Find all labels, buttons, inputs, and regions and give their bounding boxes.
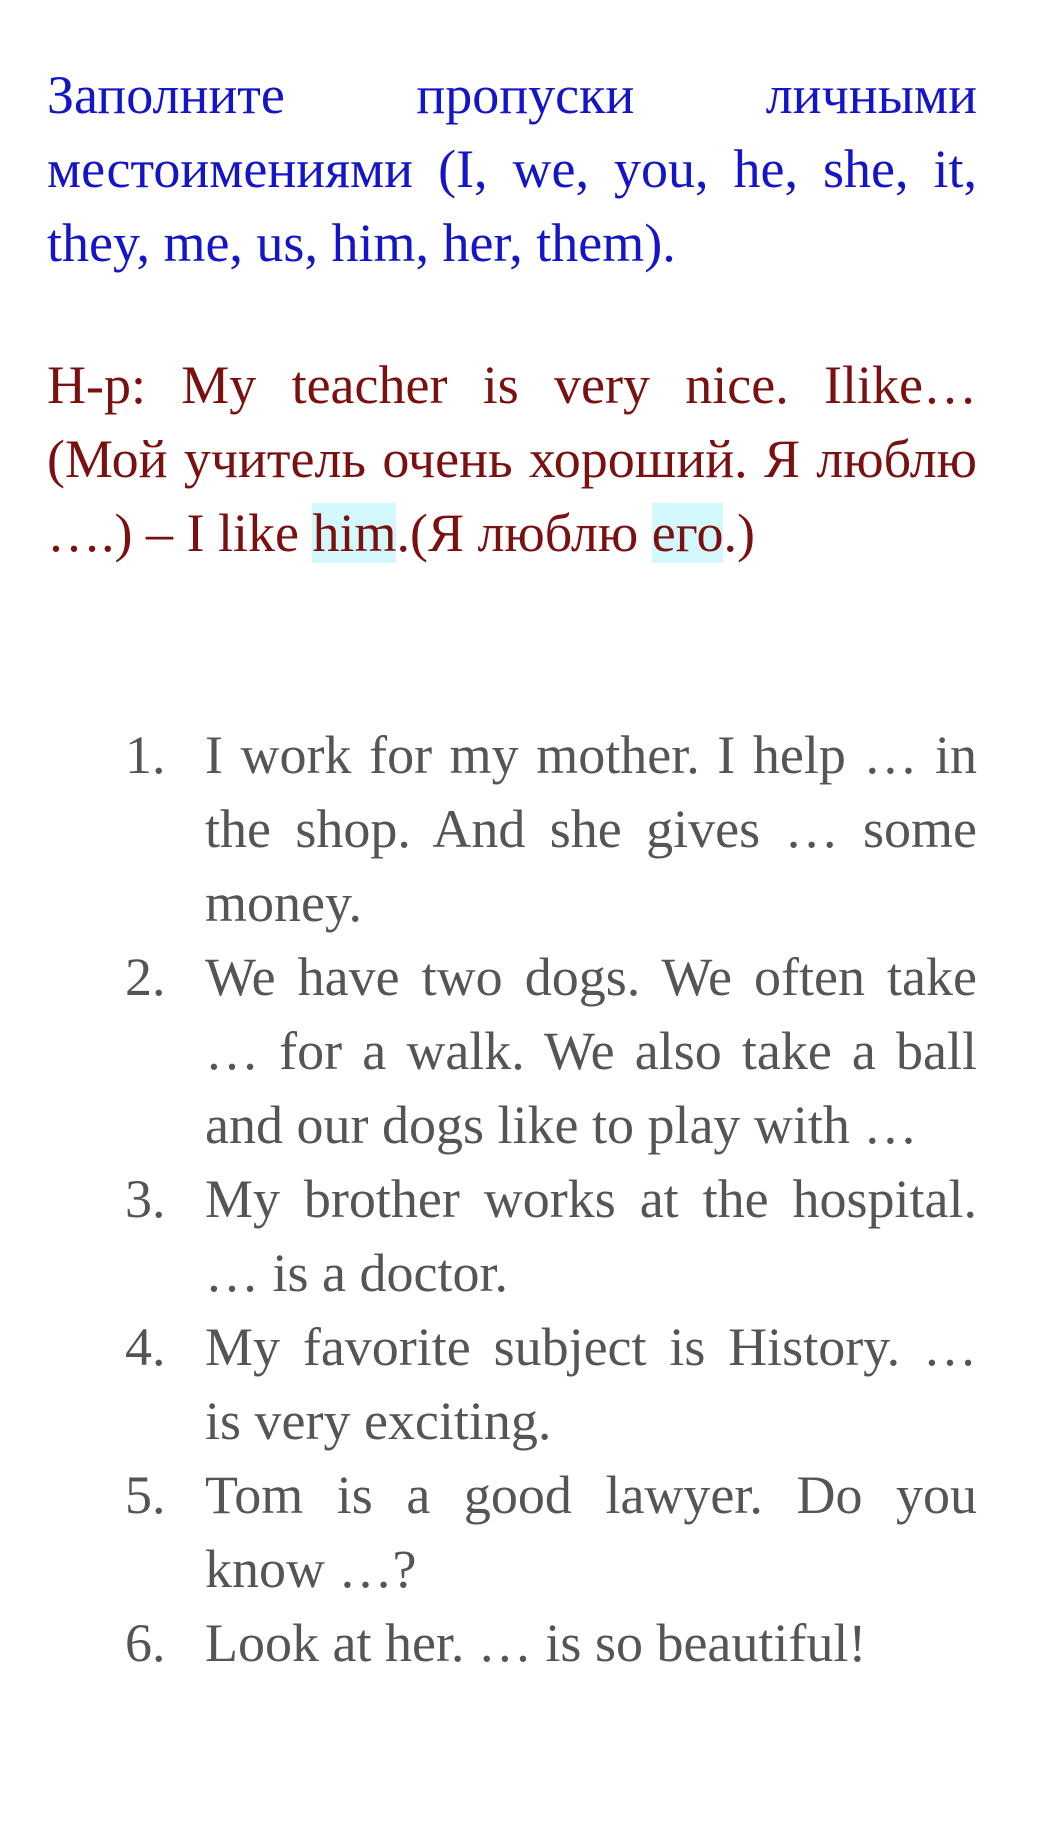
exercise-instruction: Заполните пропуски личными местоимениями (I, we, you, he, she, it, they, me, us, him, her, them). bbox=[47, 65, 977, 273]
example-text-middle: .(Я люблю bbox=[396, 503, 652, 563]
task-text: Look at her. … is so beautiful! bbox=[205, 1613, 867, 1673]
example-answer-highlight-en: him bbox=[312, 503, 397, 563]
task-text: My brother works at the hospital. … is a doctor. bbox=[205, 1169, 977, 1303]
task-list bbox=[0, 718, 1054, 1680]
task-item-3 bbox=[0, 1162, 1054, 1310]
task-item-2 bbox=[0, 940, 1054, 1162]
task-number: 2. bbox=[125, 947, 166, 1007]
task-number: 6. bbox=[125, 1613, 166, 1673]
task-number: 5. bbox=[125, 1465, 166, 1525]
task-number: 1. bbox=[125, 725, 166, 785]
task-text: My favorite subject is History. … is very exciting. bbox=[205, 1317, 977, 1451]
task-number: 4. bbox=[125, 1317, 166, 1377]
task-item-6 bbox=[0, 1606, 1054, 1680]
task-text: I work for my mother. I help … in the shop. And she gives … some money. bbox=[205, 725, 977, 933]
task-item-4 bbox=[0, 1310, 1054, 1458]
example-text-start: Н-р: My teacher is very nice. Ilike… (Мой учитель очень хороший. Я люблю ….) – I like bbox=[47, 355, 977, 563]
example-text-end: .) bbox=[723, 503, 755, 563]
task-text: We have two dogs. We often take … for a walk. We also take a ball and our dogs like to play with … bbox=[205, 947, 977, 1155]
example-sentence bbox=[47, 348, 977, 570]
example-answer-highlight-ru: его bbox=[651, 503, 724, 563]
task-number: 3. bbox=[125, 1169, 166, 1229]
task-text: Tom is a good lawyer. Do you know …? bbox=[205, 1465, 977, 1599]
task-item-5 bbox=[0, 1458, 1054, 1606]
task-item-1 bbox=[0, 718, 1054, 940]
